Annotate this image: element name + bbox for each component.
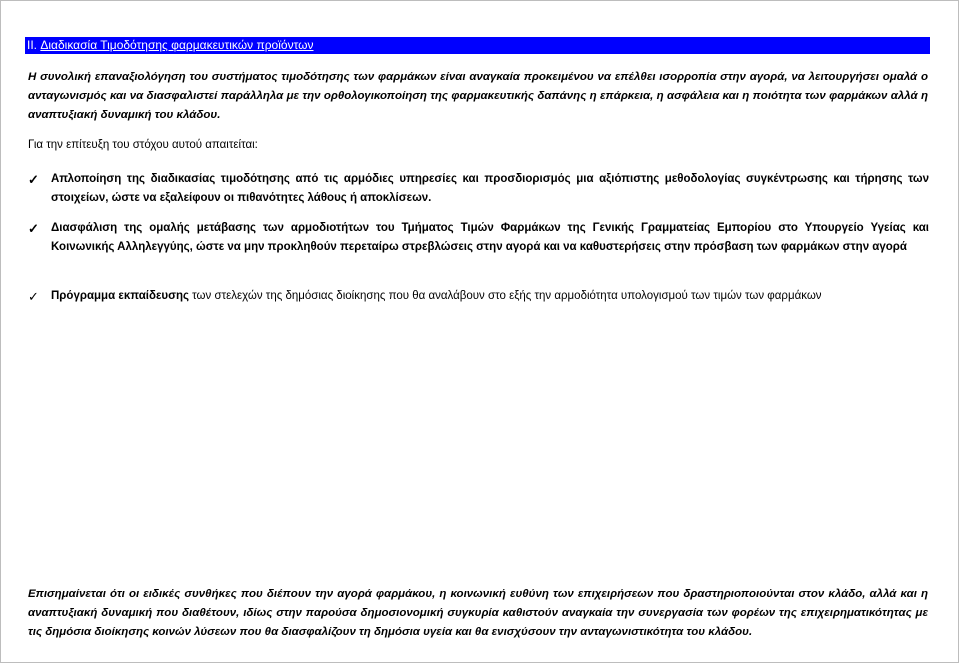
bullet-text: Διασφάλιση της ομαλής μετάβασης των αρμοδιοτήτων του Τμήματος Τιμών Φαρμάκων της Γενικής Γραμματείας Εμπορίου στο Υπουργείο Υγείας και Κοινωνικής Αλληλεγγύης, ώστε να μην προκληθούν περεταίρω στρεβλώσεις στην αγορά και να καθυστερήσεις στην πρόσβαση των φαρμάκων στην αγορά (51, 222, 929, 253)
bullet-strong-text: Πρόγραμμα εκπαίδευσης (51, 290, 189, 302)
check-icon: ✓ (28, 172, 39, 187)
footer-paragraph: Επισημαίνεται ότι οι ειδικές συνθήκες που διέπουν την αγορά φαρμάκου, η κοινωνική ευθύνη των επιχειρήσεων που δραστηριοποιούνται στον κλάδο, αλλά και η αναπτυξιακή δυναμική που διαθέτουν, ιδίως στην παρούσα δημοσιονομική συγκυρία καθιστούν αναγκαία την συνεργασία των φορέων της επιχειρηματικότητας με τις δημόσια διοίκησης κοινών λύσεων που θα διασφαλίζουν τη δημόσια υγεία και θα ενισχύσουν την ανταγωνιστικότητα του κλάδου. (28, 588, 928, 638)
section-header (25, 37, 930, 54)
section-number: II. (27, 38, 38, 52)
bullet-text: των στελεχών της δημόσιας διοίκησης που θα αναλάβουν στο εξής την αρμοδιότητα υπολογισμού των τιμών των φαρμάκων (188, 290, 822, 302)
check-icon: ✓ (28, 221, 39, 236)
section-title: Διαδικασία Τιμοδότησης φαρμακευτικών προϊόντων (40, 38, 314, 52)
bullet-item (28, 287, 929, 306)
check-icon: ✓ (28, 289, 39, 304)
bullet-text: Απλοποίηση της διαδικασίας τιμοδότησης από τις αρμόδιες υπηρεσίες και προσδιορισμός μια αξιόπιστης μεθοδολογίας συγκέντρωσης και τήρησης των στοιχείων, ώστε να εξαλείφουν οι πιθανότητες λάθους ή αποκλίσεων. (51, 173, 929, 204)
bullet-item (28, 219, 929, 257)
bullet-item (28, 170, 929, 208)
lead-paragraph: Για την επίτευξη του στόχου αυτού απαιτείται: (28, 139, 258, 151)
intro-paragraph: Η συνολική επαναξιολόγηση του συστήματος τιμοδότησης των φαρμάκων είναι αναγκαία προκειμένου να επέλθει ισορροπία στην αγορά, να λειτουργήσει ομαλά ο ανταγωνισμός και να διασφαλιστεί παράλληλα με την ορθολογικοποίηση της φαρμακευτικής δαπάνης η επάρκεια, η ασφάλεια και η ποιότητα των φαρμάκων αλλά η αναπτυξιακή δυναμική του κλάδου. (28, 71, 928, 121)
